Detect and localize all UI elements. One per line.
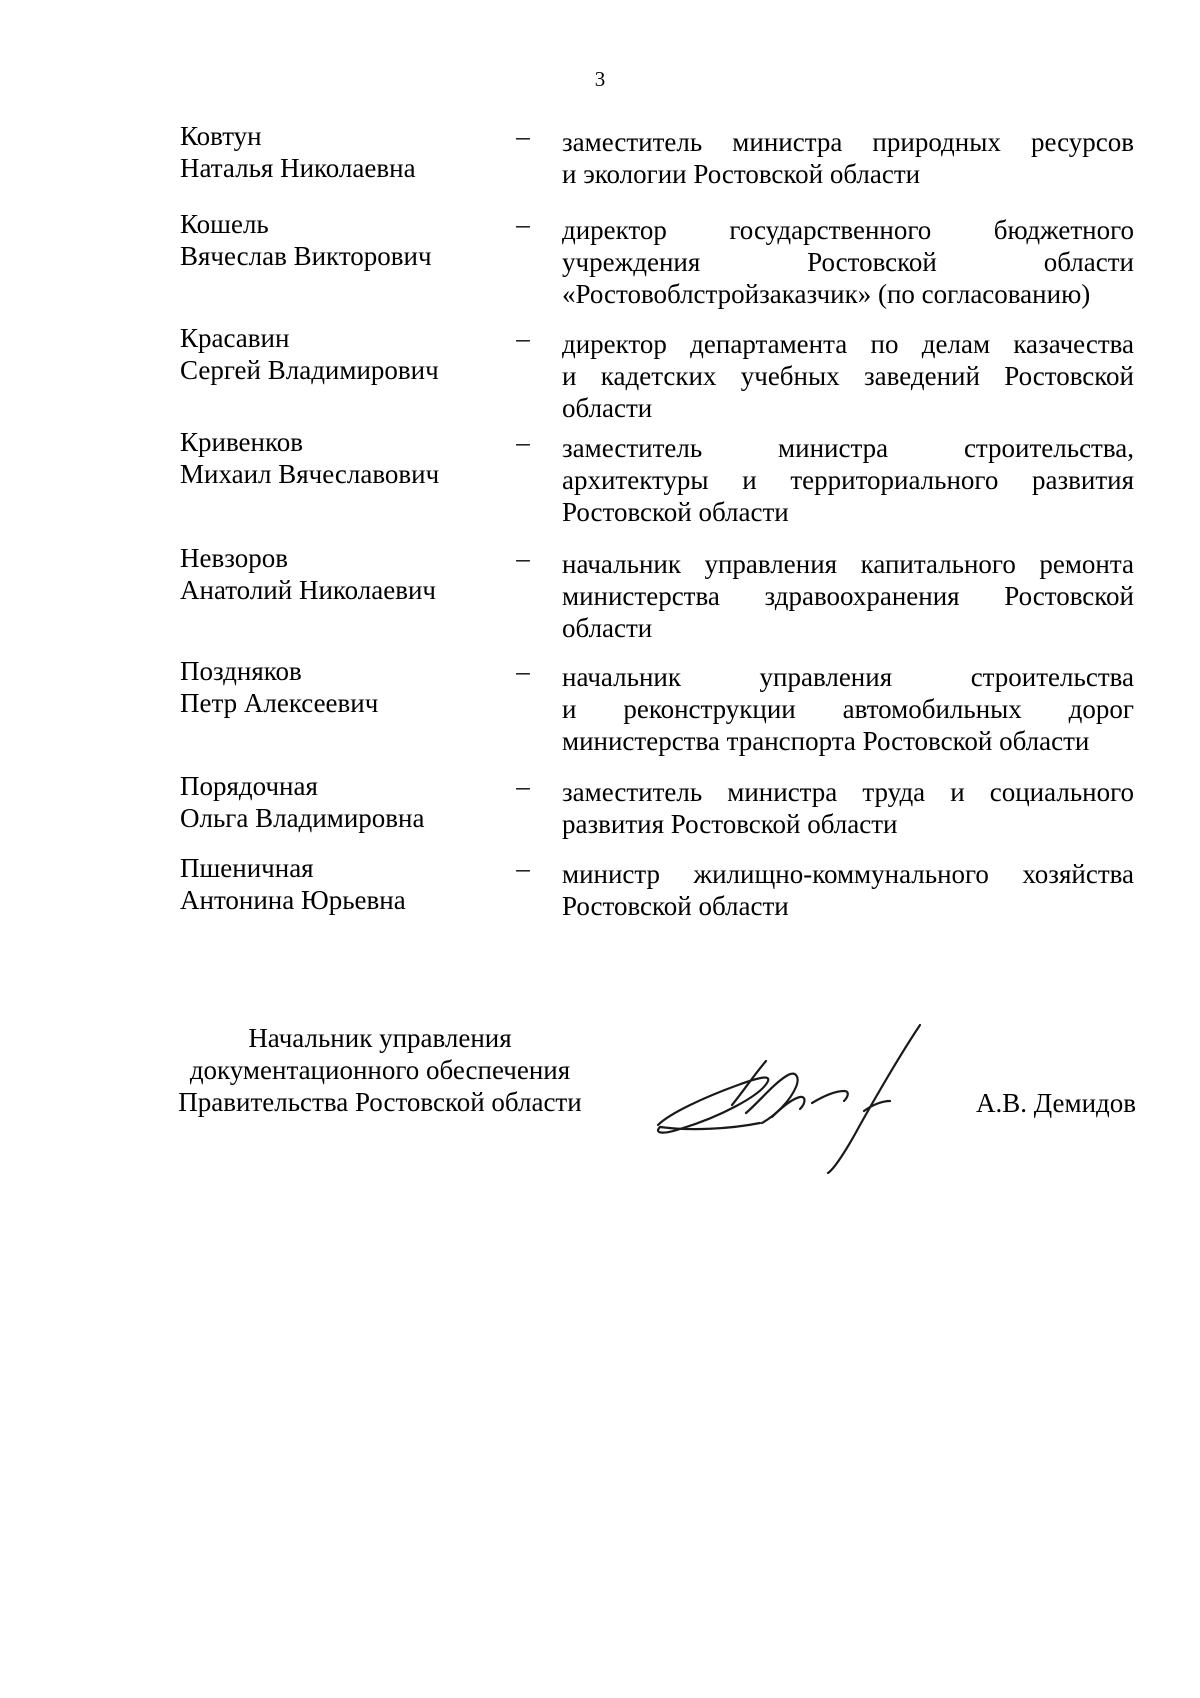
member-name <box>180 770 500 834</box>
member-given-names: Сергей Владимирович <box>180 355 439 385</box>
member-given-names: Ольга Владимировна <box>180 803 425 833</box>
signer-title <box>150 1022 610 1118</box>
member-dash: – <box>516 771 530 801</box>
member-dash: – <box>516 543 530 573</box>
member-surname: Порядочная <box>180 771 318 801</box>
member-name <box>180 208 500 272</box>
member-surname: Поздняков <box>180 656 302 686</box>
member-position-line: министерства транспорта Ростовской области <box>562 726 1090 756</box>
member-position-line: министерства здравоохранения Ростовской <box>562 581 1134 611</box>
member-dash: – <box>516 853 530 883</box>
member-name <box>180 542 500 606</box>
member-name <box>180 655 500 719</box>
member-position-line: и экологии Ростовской области <box>562 159 921 189</box>
member-position-line: директор департамента по делам казачества <box>562 329 1134 359</box>
member-surname: Кривенков <box>180 427 303 457</box>
member-position-line: Ростовской области <box>562 497 789 527</box>
member-name <box>180 120 500 184</box>
signer-name: А.В. Демидов <box>976 1088 1137 1118</box>
member-position-line: министр жилищно-коммунального хозяйства <box>562 859 1134 889</box>
member-given-names: Михаил Вячеславович <box>180 459 440 489</box>
member-position-line: и реконструкции автомобильных дорог <box>562 694 1134 724</box>
member-surname: Невзоров <box>180 543 288 573</box>
signer-title-line: Начальник управления <box>248 1023 512 1053</box>
member-surname: Ковтун <box>180 121 262 151</box>
member-position-line: области <box>562 613 653 643</box>
handwritten-signature <box>650 1005 940 1175</box>
signer-title-line: Правительства Ростовской области <box>178 1087 582 1117</box>
page-number: 3 <box>594 67 606 91</box>
member-position <box>562 661 1134 757</box>
member-position <box>562 328 1134 424</box>
signer-title-line: документационного обеспечения <box>189 1055 571 1085</box>
member-surname: Пшеничная <box>180 853 314 883</box>
member-position <box>562 214 1134 310</box>
member-position-line: «Ростовоблстройзаказчик» (по согласованию) <box>562 279 1091 309</box>
member-position <box>562 432 1134 528</box>
member-given-names: Наталья Николаевна <box>180 153 416 183</box>
member-dash: – <box>516 209 530 239</box>
member-position <box>562 126 1134 190</box>
member-name <box>180 322 500 386</box>
member-dash: – <box>516 427 530 457</box>
member-surname: Кошель <box>180 209 269 239</box>
member-given-names: Петр Алексеевич <box>180 688 379 718</box>
member-position-line: учреждения Ростовской области <box>562 247 1134 277</box>
member-position <box>562 858 1134 922</box>
member-position <box>562 548 1134 644</box>
member-position-line: развития Ростовской области <box>562 809 898 839</box>
member-position-line: и кадетских учебных заведений Ростовской <box>562 361 1134 391</box>
member-position-line: начальник управления капитального ремонта <box>562 549 1134 579</box>
member-name <box>180 852 500 916</box>
member-dash: – <box>516 323 530 353</box>
member-dash: – <box>516 656 530 686</box>
member-position-line: начальник управления строительства <box>562 662 1134 692</box>
member-position-line: заместитель министра труда и социального <box>562 777 1134 807</box>
member-surname: Красавин <box>180 323 290 353</box>
member-dash: – <box>516 121 530 151</box>
member-position-line: Ростовской области <box>562 891 789 921</box>
member-given-names: Анатолий Николаевич <box>180 575 436 605</box>
member-given-names: Вячеслав Викторович <box>180 241 432 271</box>
member-name <box>180 426 500 490</box>
member-position-line: заместитель министра строительства, <box>562 433 1134 463</box>
member-given-names: Антонина Юрьевна <box>180 885 406 915</box>
member-position-line: архитектуры и территориального развития <box>562 465 1134 495</box>
member-position-line: заместитель министра природных ресурсов <box>562 127 1134 157</box>
member-position <box>562 776 1134 840</box>
member-position-line: директор государственного бюджетного <box>562 215 1134 245</box>
member-position-line: области <box>562 393 653 423</box>
